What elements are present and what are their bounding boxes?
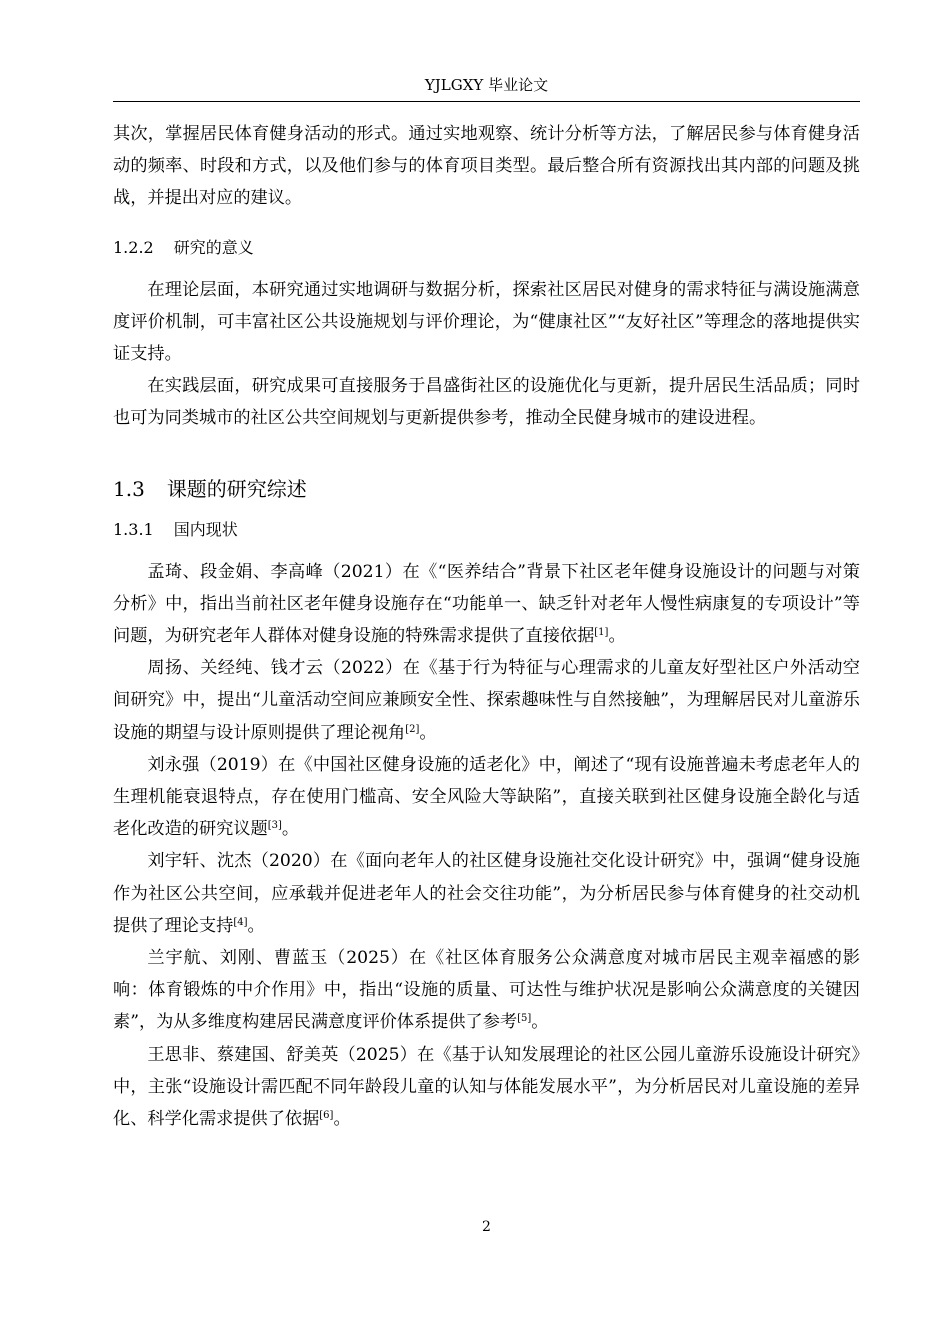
- reference-text: 王思非、蔡建国、舒美英（2025）在《基于认知发展理论的社区公园儿童游乐设施设计研究》中，主张“设施设计需匹配不同年龄段儿童的认知与体能发展水平”，为分析居民对儿童设施的差异化、科学化需求提供了依据: [113, 1044, 860, 1130]
- page-body: [113, 118, 860, 1135]
- section-number: 1.3.1: [113, 519, 154, 539]
- page-number: 2: [482, 1219, 491, 1235]
- paragraph-theory: 在理论层面，本研究通过实地调研与数据分析，探索社区居民对健身的需求特征与满设施满意度评价机制，可丰富社区公共设施规划与评价理论，为“健康社区”“友好社区”等理念的落地提供实证支持。: [113, 279, 860, 365]
- reference-text: 兰宇航、刘刚、曹蓝玉（2025）在《社区体育服务公众满意度对城市居民主观幸福感的影响：体育锻炼的中介作用》中，指出“设施的质量、可达性与维护状况是影响公众满意度的关键因素”，为从多维度构建居民满意度评价体系提供了参考: [113, 948, 860, 1033]
- reference-text: 周扬、关经纯、钱才云（2022）在《基于行为特征与心理需求的儿童友好型社区户外活动空间研究》中，提出“儿童活动空间应兼顾安全性、探索趣味性与自然接触”，为理解居民对儿童游乐设施的期望与设计原则提供了理论视角: [113, 658, 860, 743]
- paragraph-intro: 其次，掌握居民体育健身活动的形式。通过实地观察、统计分析等方法，了解居民参与体育健身活动的频率、时段和方式，以及他们参与的体育项目类型。最后整合所有资源找出其内部的问题及挑战，并提出对应的建议。: [113, 124, 860, 209]
- reference-paragraph-1: [113, 556, 860, 653]
- reference-paragraph-4: [113, 845, 860, 942]
- sentence-end: 。: [608, 626, 626, 647]
- reference-paragraph-6: [113, 1039, 860, 1136]
- citation-marker: [3]: [267, 820, 282, 832]
- sentence-end: 。: [333, 1109, 351, 1130]
- reference-paragraph-2: [113, 652, 860, 749]
- section-title: 国内现状: [173, 519, 238, 539]
- citation-marker: [6]: [319, 1110, 334, 1122]
- citation-marker: [2]: [405, 723, 420, 735]
- header-divider: [113, 101, 860, 102]
- citation-marker: [5]: [517, 1013, 532, 1025]
- reference-text: 刘宇轩、沈杰（2020）在《面向老年人的社区健身设施社交化设计研究》中，强调“健身设施作为社区公共空间，应承载并促进老年人的社会交往功能”，为分析居民参与体育健身的社交动机提供了理论支持: [113, 851, 860, 936]
- section-heading-1-3: [113, 475, 860, 503]
- reference-paragraph-3: [113, 749, 860, 846]
- citation-marker: [1]: [594, 627, 609, 639]
- sentence-end: 。: [419, 722, 437, 743]
- section-title: 研究的意义: [173, 237, 254, 257]
- sentence-end: 。: [531, 1012, 549, 1033]
- reference-paragraph-5: [113, 942, 860, 1039]
- section-heading-1-2-2: [113, 237, 860, 259]
- page-header: YJLGXY 毕业论文: [424, 76, 549, 94]
- reference-text: 孟琦、段金娟、李高峰（2021）在《“医养结合”背景下社区老年健身设施设计的问题与对策分析》中，指出当前社区老年健身设施存在“功能单一、缺乏针对老年人慢性病康复的专项设计”等问题，为研究老年人群体对健身设施的特殊需求提供了直接依据: [113, 561, 860, 647]
- paragraph-practice: 在实践层面，研究成果可直接服务于昌盛街社区的设施优化与更新，提升居民生活品质；同时也可为同类城市的社区公共空间规划与更新提供参考，推动全民健身城市的建设进程。: [113, 376, 860, 429]
- reference-text: 刘永强（2019）在《中国社区健身设施的适老化》中，阐述了“现有设施普遍未考虑老年人的生理机能衰退特点，存在使用门槛高、安全风险大等缺陷”，直接关联到社区健身设施全龄化与适老化改造的研究议题: [113, 754, 860, 840]
- sentence-end: 。: [247, 915, 265, 936]
- section-heading-1-3-1: [113, 519, 860, 541]
- citation-marker: [4]: [233, 916, 248, 928]
- section-number: 1.3: [113, 476, 145, 501]
- sentence-end: 。: [281, 819, 300, 840]
- section-title: 课题的研究综述: [166, 476, 307, 501]
- section-number: 1.2.2: [113, 237, 154, 257]
